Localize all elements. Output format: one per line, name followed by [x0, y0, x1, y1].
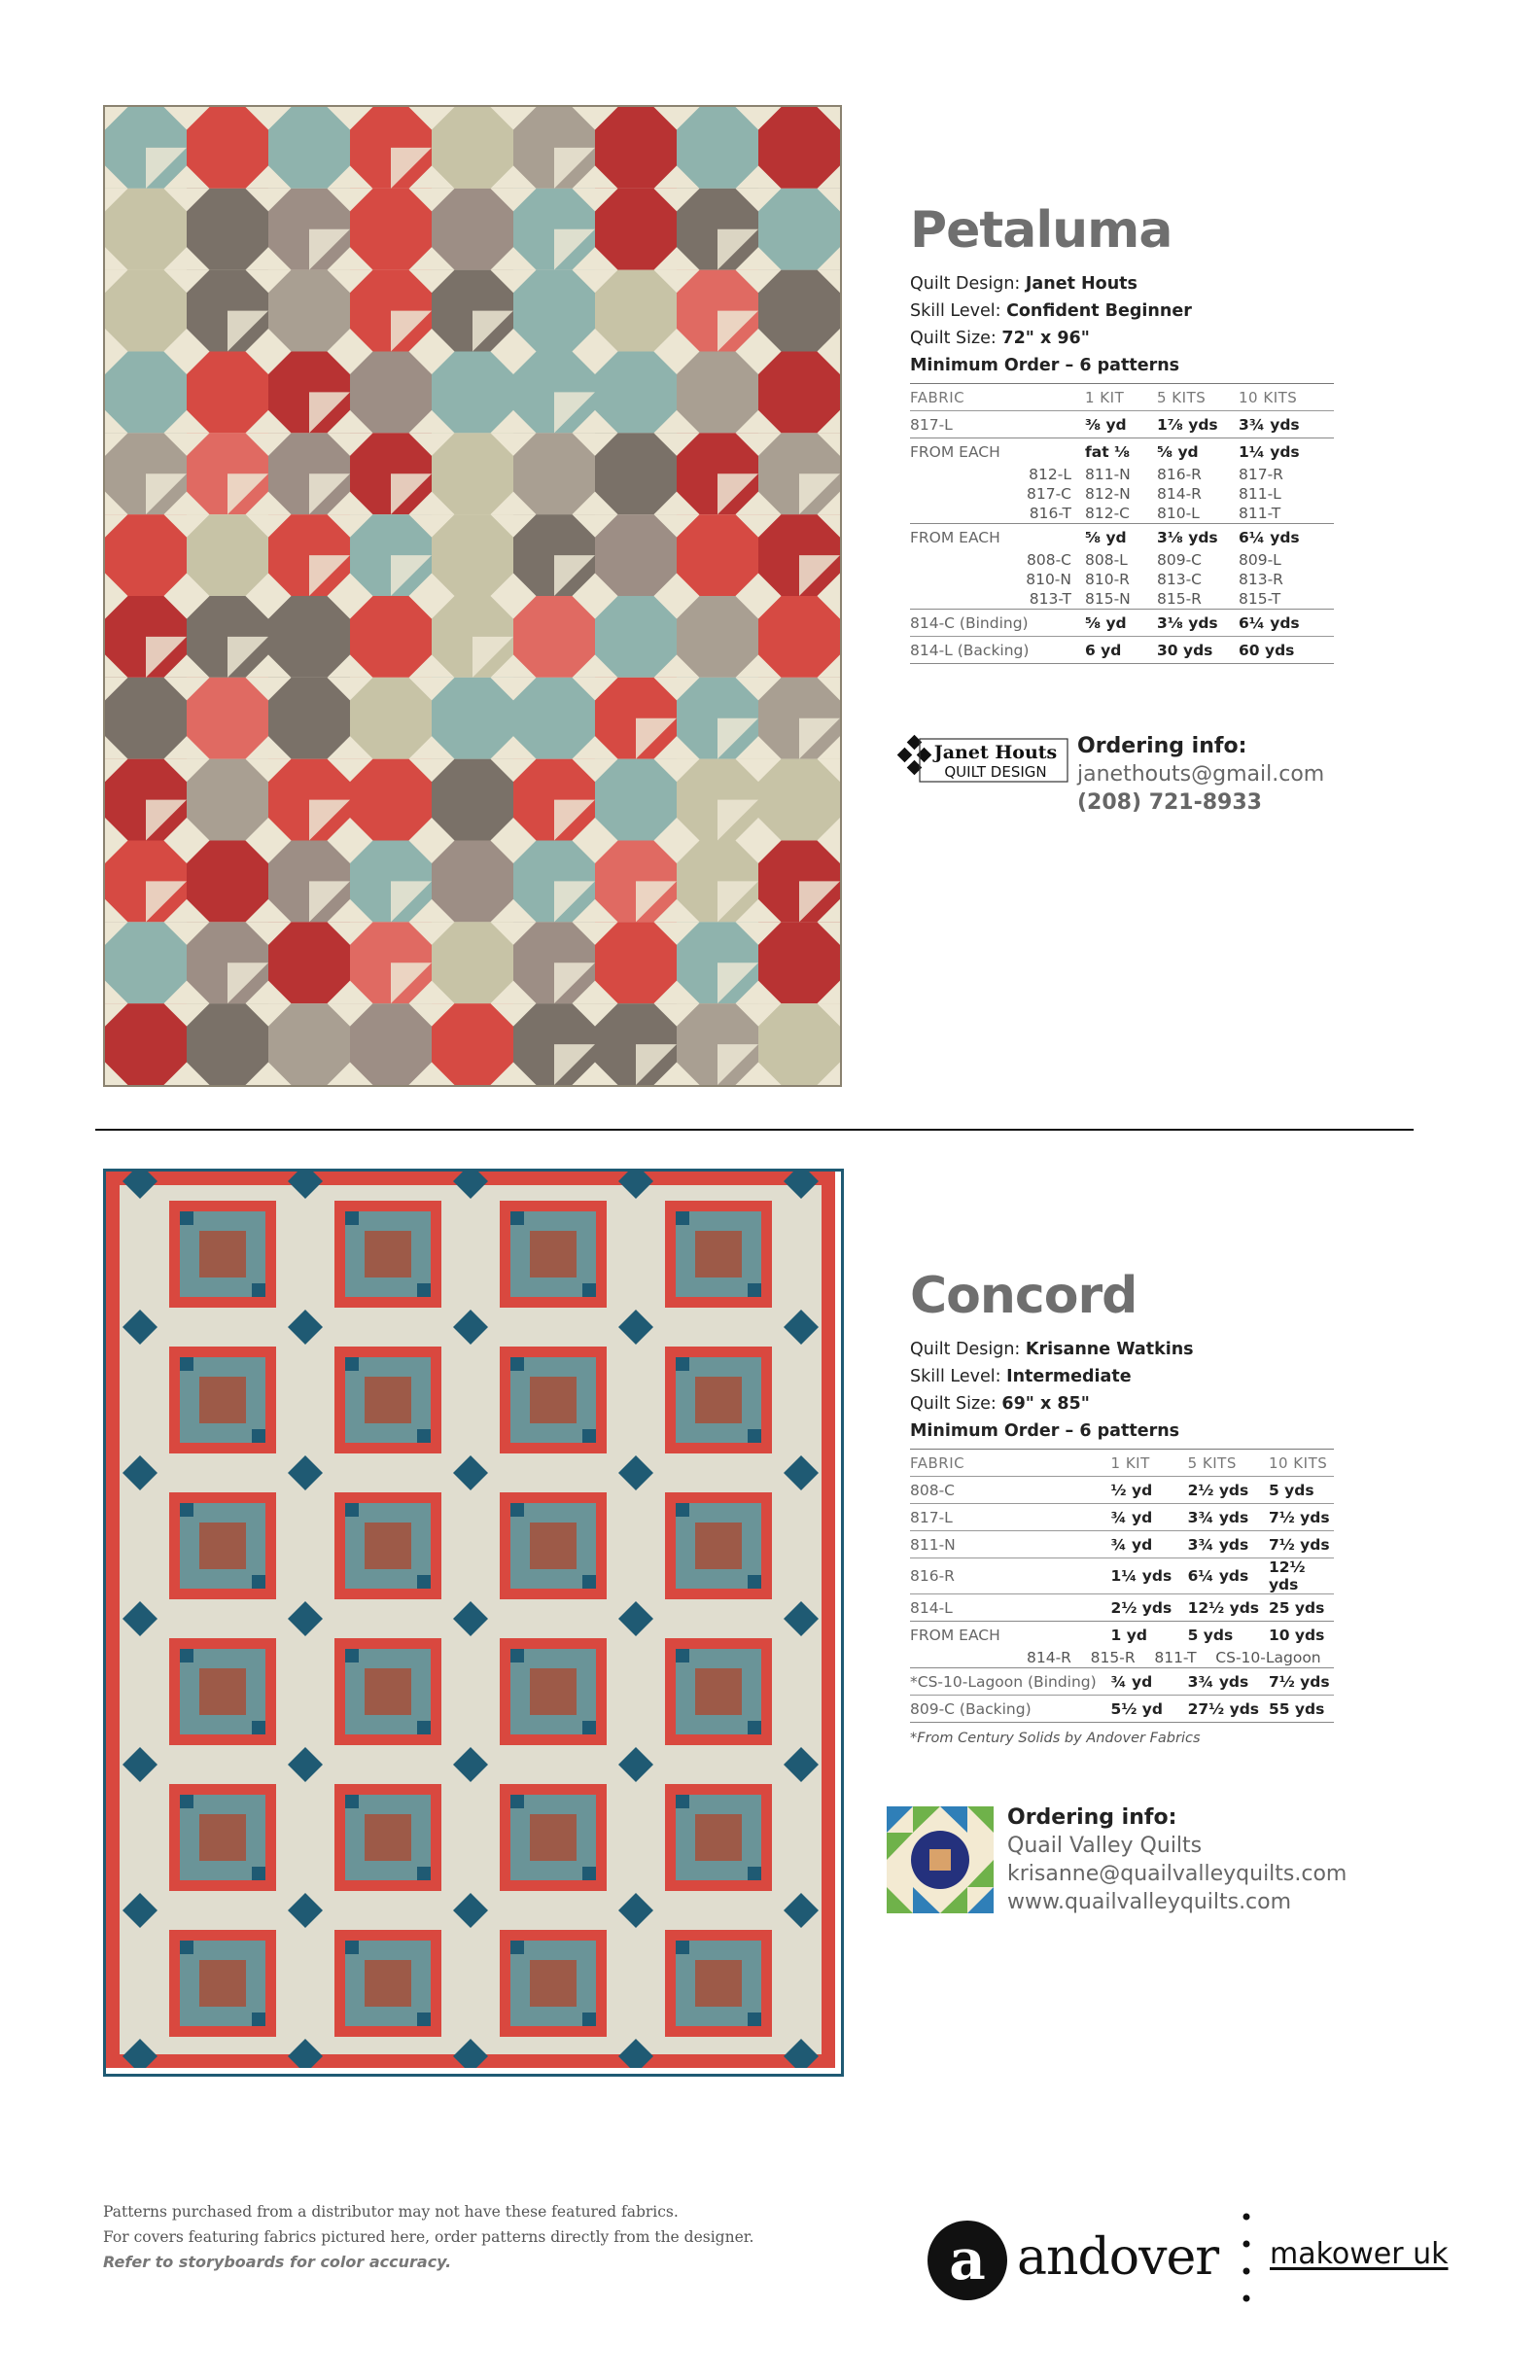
skill-value: Intermediate [1006, 1367, 1132, 1386]
quilt-block [677, 270, 758, 352]
section-divider [95, 1129, 1414, 1131]
logo-text-quilt-design: QUILT DESIGN [944, 763, 1047, 781]
quilt-block [758, 107, 840, 189]
quilt-block [513, 596, 595, 678]
quilt-block [677, 759, 758, 841]
table-row [910, 1504, 1334, 1531]
quilt-block [350, 759, 432, 841]
quilt-block [350, 922, 432, 1003]
quilt-block [513, 678, 595, 759]
code: 811-T [1154, 1649, 1197, 1666]
ordering-label: Ordering info: [1077, 734, 1247, 758]
cell: 814-L (Backing) [910, 637, 1085, 664]
quilt-block [758, 189, 840, 270]
quilt-block [758, 433, 840, 514]
design-label: Quilt Design: [910, 1340, 1021, 1359]
cell: 6 yd [1085, 637, 1157, 664]
table-row [910, 1696, 1334, 1723]
concord-quilt-art [106, 1172, 835, 2068]
footer-disclaimer [103, 2199, 842, 2275]
cell: 1⅞ yds [1157, 411, 1239, 438]
quilt-block [105, 1003, 187, 1085]
quilt-block [513, 514, 595, 596]
cell: 27½ yds [1188, 1696, 1269, 1723]
quilt-block [758, 596, 840, 678]
concord-info [910, 1266, 1334, 1746]
quilt-block [665, 1930, 772, 2037]
quilt-block [334, 1347, 441, 1453]
cell: 3¾ yds [1188, 1668, 1269, 1696]
quilt-block [268, 514, 350, 596]
table-row [910, 1648, 1334, 1668]
quilt-block [334, 1201, 441, 1308]
cell: 5½ yd [1111, 1696, 1188, 1723]
cell: 815-N [1085, 589, 1157, 610]
andover-logo-letter: a [949, 2226, 986, 2292]
skill-value: Confident Beginner [1006, 301, 1192, 321]
quilt-block [758, 1003, 840, 1085]
quilt-block [187, 352, 268, 434]
cell: 811-N [1085, 466, 1131, 483]
th-1kit: 1 KIT [1085, 384, 1157, 411]
quilt-block [513, 841, 595, 923]
quilt-block [350, 270, 432, 352]
quilt-block [169, 1492, 276, 1599]
cell: 5 yds [1269, 1477, 1334, 1504]
cell: 815-T [1239, 589, 1334, 610]
quilt-block [187, 189, 268, 270]
cell: FROM EACH [910, 1626, 1000, 1644]
cell: 817-C [1026, 485, 1071, 503]
quilt-block [187, 678, 268, 759]
table-row [910, 1531, 1334, 1558]
cell: 3¾ yds [1188, 1531, 1269, 1558]
quilt-block [432, 514, 513, 596]
table-row [910, 550, 1334, 570]
quilt-block [595, 1003, 677, 1085]
size-label: Quilt Size: [910, 1394, 997, 1414]
cell: 30 yds [1157, 637, 1239, 664]
quilt-block [500, 1201, 607, 1308]
quilt-block [677, 514, 758, 596]
design-value: Janet Houts [1025, 274, 1138, 294]
quilt-block [350, 107, 432, 189]
min-order: Minimum Order – 6 patterns [910, 356, 1180, 375]
quilt-block [105, 352, 187, 434]
quilt-block [169, 1347, 276, 1453]
cell: 3¾ yds [1239, 411, 1334, 438]
quilt-block [677, 352, 758, 434]
cell: 814-R [1157, 485, 1202, 503]
cell: 808-C [910, 1477, 1111, 1504]
quilt-block [513, 922, 595, 1003]
quilt-block [350, 433, 432, 514]
quilt-block [677, 1003, 758, 1085]
skill-label: Skill Level: [910, 301, 1001, 321]
andover-wordmark: andover [1017, 2228, 1219, 2287]
quilt-block [432, 1003, 513, 1085]
quilt-block [500, 1492, 607, 1599]
quilt-block [268, 678, 350, 759]
quilt-block [268, 270, 350, 352]
quilt-block [105, 107, 187, 189]
quilt-block [105, 841, 187, 923]
cell: fat ⅛ [1085, 442, 1131, 461]
petaluma-info [910, 200, 1334, 664]
quilt-block [595, 678, 677, 759]
cell: 812-L [1029, 466, 1071, 483]
quilt-block [268, 352, 350, 434]
quilt-block [105, 514, 187, 596]
cell: 809-C [1157, 551, 1203, 569]
table-row [910, 1477, 1334, 1504]
quilt-block [595, 596, 677, 678]
cell: 817-R [1239, 466, 1283, 483]
code: 815-R [1090, 1649, 1136, 1666]
logo-separator-dots [1242, 2213, 1250, 2302]
cell: ⅝ yd [1085, 610, 1157, 637]
quilt-block [595, 352, 677, 434]
cell: 814-C (Binding) [910, 610, 1085, 637]
quilt-block [665, 1492, 772, 1599]
cell: 811-T [1239, 504, 1334, 524]
cell: 813-R [1239, 571, 1283, 588]
table-header [910, 1450, 1334, 1477]
quilt-block [758, 270, 840, 352]
makower-uk-logo: makower uk [1270, 2237, 1449, 2271]
quilt-block [595, 514, 677, 596]
cell: 811-N [910, 1531, 1111, 1558]
size-value: 69" x 85" [1001, 1394, 1090, 1414]
cell: 2½ yds [1111, 1594, 1188, 1622]
group-codes [910, 1648, 1334, 1668]
quilt-block [432, 759, 513, 841]
quilt-block [513, 107, 595, 189]
petaluma-title: Petaluma [910, 201, 1172, 260]
quilt-block [500, 1347, 607, 1453]
cell: 10 yds [1268, 1626, 1325, 1644]
quilt-block [187, 922, 268, 1003]
th-fabric: FABRIC [910, 1450, 1111, 1477]
th-fabric: FABRIC [910, 384, 1085, 411]
table-row [910, 438, 1334, 466]
quail-valley-logo [887, 1806, 994, 1913]
quilt-block [105, 922, 187, 1003]
concord-fabric-table [910, 1449, 1334, 1723]
quilt-block [350, 1003, 432, 1085]
quilt-block [500, 1784, 607, 1891]
concord-ordering-info [1007, 1804, 1347, 1916]
cell: 810-R [1085, 571, 1130, 588]
th-10kits: 10 KITS [1239, 384, 1334, 411]
quilt-block [677, 189, 758, 270]
table-row [910, 1622, 1334, 1649]
table-row [910, 589, 1334, 610]
logo-text-janet-houts: Janet Houts [933, 742, 1058, 763]
disclaimer-line: Patterns purchased from a distributor may not have these featured fabrics. [103, 2203, 679, 2221]
th-10kits: 10 KITS [1269, 1450, 1334, 1477]
cell: 813-T [910, 589, 1085, 610]
cell: ½ yd [1111, 1477, 1188, 1504]
cell: 817-L [910, 411, 1085, 438]
quilt-block [665, 1201, 772, 1308]
cell: 815-R [1157, 589, 1239, 610]
disclaimer-accuracy-note: Refer to storyboards for color accuracy. [103, 2253, 452, 2271]
cell: 7½ yds [1269, 1504, 1334, 1531]
quilt-block [169, 1201, 276, 1308]
cell: 816-T [910, 504, 1085, 524]
th-5kits: 5 KITS [1157, 384, 1239, 411]
quilt-block [665, 1347, 772, 1453]
table-row [910, 570, 1334, 589]
quilt-block [105, 433, 187, 514]
cell: FROM EACH [910, 442, 1000, 461]
quilt-block [432, 841, 513, 923]
quilt-block [595, 922, 677, 1003]
ordering-email[interactable]: janethouts@gmail.com [1077, 762, 1325, 787]
quilt-block [350, 678, 432, 759]
andover-logo-icon [928, 2221, 1007, 2300]
design-label: Quilt Design: [910, 274, 1021, 294]
cell: 1 yd [1110, 1626, 1147, 1644]
quilt-block [268, 759, 350, 841]
quilt-block [268, 596, 350, 678]
petaluma-ordering-info [1077, 733, 1324, 817]
quilt-block [268, 922, 350, 1003]
quilt-block [432, 433, 513, 514]
quilt-block [432, 678, 513, 759]
quilt-block [169, 1784, 276, 1891]
quilt-block [334, 1930, 441, 2037]
quilt-block [187, 433, 268, 514]
quilt-block [432, 922, 513, 1003]
quilt-block [677, 841, 758, 923]
cell: 812-N [1085, 485, 1131, 503]
cell: 7½ yds [1269, 1668, 1334, 1696]
quilt-block [432, 270, 513, 352]
ordering-label: Ordering info: [1007, 1805, 1177, 1830]
cell: 3¾ yds [1188, 1504, 1269, 1531]
quilt-block [758, 352, 840, 434]
cell: *CS-10-Lagoon (Binding) [910, 1668, 1111, 1696]
quilt-block [500, 1638, 607, 1745]
ordering-email[interactable]: krisanne@quailvalleyquilts.com [1007, 1862, 1348, 1886]
cell: FROM EACH [910, 528, 1000, 546]
table-row [910, 465, 1334, 484]
quilt-block [432, 189, 513, 270]
quilt-block [513, 433, 595, 514]
cell: 1¼ yds [1111, 1558, 1188, 1594]
quilt-block [187, 1003, 268, 1085]
quilt-block [350, 189, 432, 270]
quilt-block [334, 1784, 441, 1891]
cell: 2½ yds [1188, 1477, 1269, 1504]
cell: 810-L [1157, 504, 1239, 524]
quilt-block [595, 270, 677, 352]
th-1kit: 1 KIT [1111, 1450, 1188, 1477]
quilt-block [758, 759, 840, 841]
quilt-block [513, 352, 595, 434]
quilt-block [187, 759, 268, 841]
quilt-block [595, 433, 677, 514]
cell: 809-C (Backing) [910, 1696, 1111, 1723]
cell: 809-L [1239, 551, 1281, 569]
quilt-block [268, 107, 350, 189]
janet-houts-logo [896, 733, 1069, 788]
ordering-name: Quail Valley Quilts [1007, 1834, 1203, 1858]
quilt-block [105, 678, 187, 759]
quilt-block [432, 352, 513, 434]
cell: 813-C [1157, 571, 1203, 588]
cell: ⅝ yd [1157, 442, 1199, 461]
quilt-block [169, 1638, 276, 1745]
concord-title: Concord [910, 1267, 1138, 1325]
cell: 6¼ yds [1239, 610, 1334, 637]
concord-meta [910, 1336, 1334, 1445]
cell: 12½ yds [1269, 1558, 1334, 1594]
cell: 7½ yds [1269, 1531, 1334, 1558]
quilt-block [677, 678, 758, 759]
cell: 808-L [1085, 551, 1128, 569]
quilt-block [595, 107, 677, 189]
cell: 60 yds [1239, 637, 1334, 664]
cell: 6¼ yds [1239, 528, 1300, 546]
cell: 55 yds [1269, 1696, 1334, 1723]
quilt-block [432, 596, 513, 678]
quilt-block [187, 514, 268, 596]
quilt-block [105, 189, 187, 270]
min-order: Minimum Order – 6 patterns [910, 1421, 1180, 1441]
cell: 814-L [910, 1594, 1111, 1622]
cell: 816-R [910, 1558, 1111, 1594]
concord-quilt-image [103, 1169, 844, 2077]
cell: 810-N [1026, 571, 1071, 588]
quilt-block [513, 270, 595, 352]
quilt-block [187, 841, 268, 923]
quilt-block [105, 596, 187, 678]
quilt-block [758, 841, 840, 923]
cell: ¾ yd [1111, 1668, 1188, 1696]
quilt-block [677, 922, 758, 1003]
table-row [910, 1558, 1334, 1594]
size-value: 72" x 96" [1001, 329, 1090, 348]
quilt-block [595, 841, 677, 923]
cell: 1¼ yds [1239, 442, 1300, 461]
quilt-block [513, 189, 595, 270]
petaluma-quilt-art [105, 107, 840, 1085]
quilt-block [187, 270, 268, 352]
cell: 808-C [1026, 551, 1071, 569]
cell: ⅝ yd [1085, 528, 1127, 546]
cell: ¾ yd [1111, 1531, 1188, 1558]
quilt-block [105, 759, 187, 841]
quilt-block [432, 107, 513, 189]
quilt-block [665, 1638, 772, 1745]
quilt-block [595, 189, 677, 270]
table-row [910, 610, 1334, 637]
cell: 816-R [1157, 466, 1202, 483]
cell: 812-C [1085, 504, 1157, 524]
quilt-block [350, 352, 432, 434]
quilt-block [187, 107, 268, 189]
cell: 811-L [1239, 485, 1281, 503]
petaluma-meta [910, 270, 1334, 379]
quilt-block [350, 596, 432, 678]
quilt-block [595, 759, 677, 841]
quilt-block [268, 1003, 350, 1085]
quilt-block [513, 1003, 595, 1085]
quilt-block [350, 841, 432, 923]
table-row [910, 411, 1334, 438]
petaluma-quilt-image [103, 105, 842, 1087]
cell: 3⅛ yds [1157, 610, 1239, 637]
th-5kits: 5 KITS [1188, 1450, 1269, 1477]
quilt-block [268, 433, 350, 514]
table-row [910, 1594, 1334, 1622]
quilt-block [350, 514, 432, 596]
quilt-block [758, 514, 840, 596]
cell: 12½ yds [1188, 1594, 1269, 1622]
size-label: Quilt Size: [910, 329, 997, 348]
quilt-block [665, 1784, 772, 1891]
cell: ¾ yd [1111, 1504, 1188, 1531]
ordering-phone[interactable]: (208) 721-8933 [1077, 790, 1262, 815]
quilt-block [677, 107, 758, 189]
quilt-block [677, 433, 758, 514]
quilt-block [758, 678, 840, 759]
table-row [910, 637, 1334, 664]
quilt-block [513, 759, 595, 841]
disclaimer-line: For covers featuring fabrics pictured here, order patterns directly from the designer. [103, 2228, 754, 2246]
quilt-block [169, 1930, 276, 2037]
table-row [910, 524, 1334, 551]
table-row [910, 1668, 1334, 1696]
concord-footnote: *From Century Solids by Andover Fabrics [910, 1731, 1201, 1746]
cell: ⅜ yd [1085, 411, 1157, 438]
petaluma-fabric-table [910, 383, 1334, 664]
code: 814-R [1027, 1649, 1071, 1666]
quilt-block [187, 596, 268, 678]
quilt-block [334, 1492, 441, 1599]
cell: 3⅛ yds [1157, 528, 1218, 546]
quilt-block [268, 841, 350, 923]
quilt-block [500, 1930, 607, 2037]
cell: 817-L [910, 1504, 1111, 1531]
cell: 25 yds [1269, 1594, 1334, 1622]
table-header [910, 384, 1334, 411]
design-value: Krisanne Watkins [1025, 1340, 1194, 1359]
quilt-block [758, 922, 840, 1003]
skill-label: Skill Level: [910, 1367, 1001, 1386]
cell: 6¼ yds [1188, 1558, 1269, 1594]
table-row [910, 504, 1334, 524]
code: CS-10-Lagoon [1215, 1649, 1321, 1666]
ordering-website[interactable]: www.quailvalleyquilts.com [1007, 1890, 1292, 1914]
quilt-block [334, 1638, 441, 1745]
quilt-block [677, 596, 758, 678]
quilt-block [105, 270, 187, 352]
table-row [910, 484, 1334, 504]
cell: 5 yds [1187, 1626, 1234, 1644]
quilt-block [268, 189, 350, 270]
